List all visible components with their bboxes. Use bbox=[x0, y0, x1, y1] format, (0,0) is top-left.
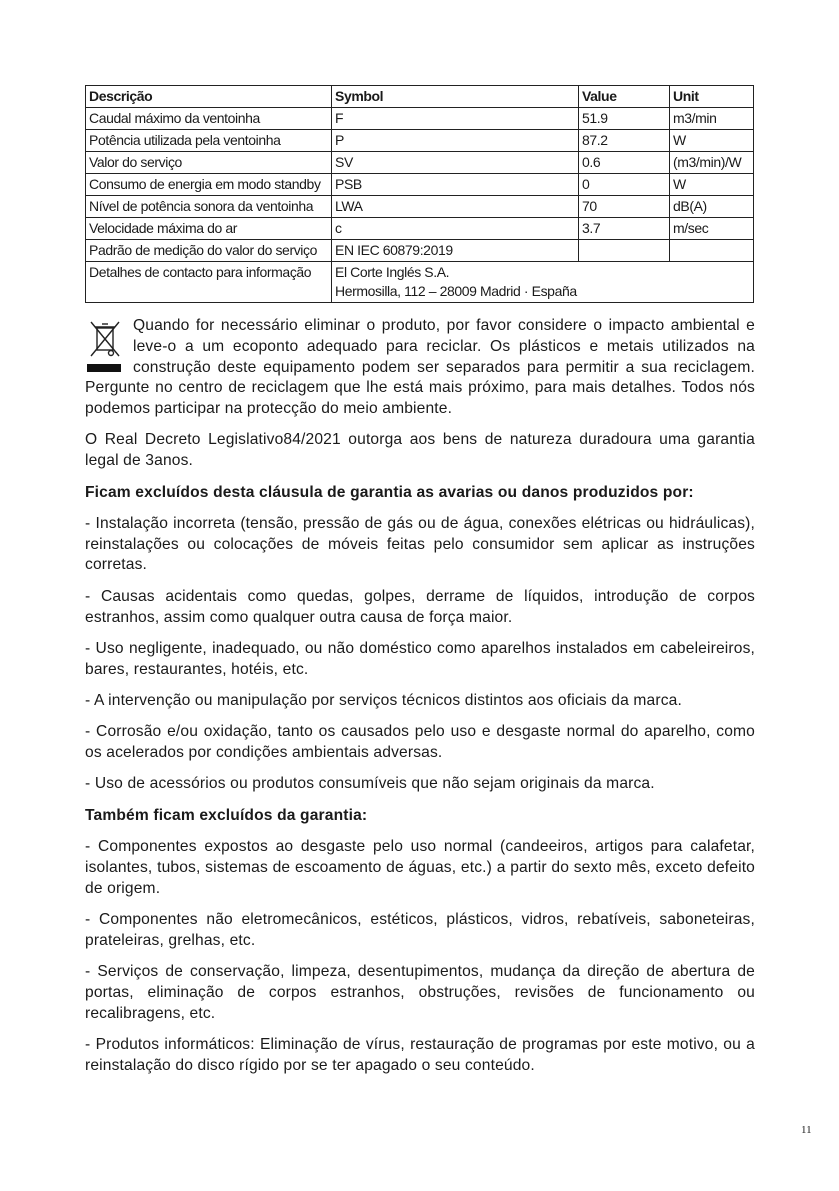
contact-line: Hermosilla, 112 – 28009 Madrid · España bbox=[335, 283, 577, 299]
exclusion-item: - Corrosão e/ou oxidação, tanto os causados pelo uso e desgaste normal do aparelho, como os acelerados por condições ambientais adversas. bbox=[85, 723, 755, 762]
exclusion-item: - Uso negligente, inadequado, ou não doméstico como aparelhos instalados em cabeleireiros, bares, restaurantes, hotéis, etc. bbox=[85, 639, 755, 678]
table-cell: 3.7 bbox=[579, 218, 670, 240]
table-cell: (m3/min)/W bbox=[670, 152, 754, 174]
page-number: 11 bbox=[801, 1124, 812, 1136]
table-row bbox=[86, 108, 754, 130]
header-cell: Descrição bbox=[86, 86, 332, 108]
exclusion-item: - Instalação incorreta (tensão, pressão de gás ou de água, conexões elétricas ou hidráulicas), reinstalações ou colocações de móveis feitas pelo consumidor sem aplicar as instruções corretas. bbox=[85, 514, 755, 574]
table-cell: Consumo de energia em modo standby bbox=[86, 174, 332, 196]
table-cell: 0 bbox=[579, 174, 670, 196]
table-cell: m3/min bbox=[670, 108, 754, 130]
document-body bbox=[85, 316, 755, 1087]
crossed-out-bin-icon bbox=[85, 318, 125, 378]
exclusion-item: - Causas acidentais como quedas, golpes, derrame de líquidos, introdução de corpos estranhos, assim como qualquer outra causa de força maior. bbox=[85, 587, 755, 626]
table-row bbox=[86, 218, 754, 240]
table-cell: EN IEC 60879:2019 bbox=[332, 240, 579, 262]
table-cell: 70 bbox=[579, 196, 670, 218]
table-cell: m/sec bbox=[670, 218, 754, 240]
weee-text: Quando for necessário eliminar o produto, por favor considere o impacto ambiental e leve-o a um ecoponto adequado para reciclar. Os plásticos e metais utilizados na construção deste equipamento podem ser separados para permitir a sua reciclagem. Pergunte no centro de reciclagem que lhe está mais próximo, para mais detalhes. Todos nós podemos participar na protecção do meio ambiente. bbox=[85, 317, 755, 418]
header-cell: Value bbox=[579, 86, 670, 108]
weee-paragraph bbox=[85, 316, 755, 420]
table-cell: dB(A) bbox=[670, 196, 754, 218]
table-cell: Valor do serviço bbox=[86, 152, 332, 174]
table-cell: Caudal máximo da ventoinha bbox=[86, 108, 332, 130]
table-header-row bbox=[86, 86, 754, 108]
decree-paragraph: O Real Decreto Legislativo84/2021 outorga aos bens de natureza duradoura uma garantia legal de 3anos. bbox=[85, 431, 755, 470]
contact-details bbox=[332, 262, 754, 303]
table-row bbox=[86, 130, 754, 152]
exclusion-item: - A intervenção ou manipulação por serviços técnicos distintos aos oficiais da marca. bbox=[85, 691, 682, 709]
contact-line: El Corte Inglés S.A. bbox=[335, 264, 450, 280]
table-cell: Potência utilizada pela ventoinha bbox=[86, 130, 332, 152]
table-cell: W bbox=[670, 174, 754, 196]
table-cell bbox=[670, 240, 754, 262]
table-cell: W bbox=[670, 130, 754, 152]
table-cell: 0.6 bbox=[579, 152, 670, 174]
table-row bbox=[86, 196, 754, 218]
table-cell: SV bbox=[332, 152, 579, 174]
table-cell: 51.9 bbox=[579, 108, 670, 130]
exclusion-item: - Componentes expostos ao desgaste pelo uso normal (candeeiros, artigos para calafetar, isolantes, tubos, sistemas de escoamento de águas, etc.) a partir do sexto mês, exceto defeito de origem. bbox=[85, 837, 755, 897]
table-cell: 87.2 bbox=[579, 130, 670, 152]
header-cell: Unit bbox=[670, 86, 754, 108]
also-excluded-heading: Também ficam excluídos da garantia: bbox=[85, 806, 368, 824]
table-cell: Velocidade máxima do ar bbox=[86, 218, 332, 240]
table-cell: c bbox=[332, 218, 579, 240]
table-cell: PSB bbox=[332, 174, 579, 196]
exclusions-heading: Ficam excluídos desta cláusula de garantia as avarias ou danos produzidos por: bbox=[85, 483, 694, 501]
table-cell: Nível de potência sonora da ventoinha bbox=[86, 196, 332, 218]
table-row bbox=[86, 240, 754, 262]
table-row bbox=[86, 174, 754, 196]
exclusion-item: - Uso de acessórios ou produtos consumíveis que não sejam originais da marca. bbox=[85, 775, 655, 793]
table-cell: P bbox=[332, 130, 579, 152]
table-cell: Padrão de medição do valor do serviço bbox=[86, 240, 332, 262]
contact-label: Detalhes de contacto para informação bbox=[86, 262, 332, 303]
table-cell: LWA bbox=[332, 196, 579, 218]
table-row bbox=[86, 152, 754, 174]
contact-row bbox=[86, 262, 754, 303]
specifications-table bbox=[85, 85, 754, 303]
exclusion-item: - Produtos informáticos: Eliminação de vírus, restauração de programas por este motivo, ou a reinstalação do disco rígido por se ter apagado o seu conteúdo. bbox=[85, 1035, 755, 1074]
table-cell: F bbox=[332, 108, 579, 130]
exclusion-item: - Componentes não eletromecânicos, estéticos, plásticos, vidros, rebatíveis, saboneteiras, prateleiras, grelhas, etc. bbox=[85, 910, 755, 949]
header-cell: Symbol bbox=[332, 86, 579, 108]
exclusion-item: - Serviços de conservação, limpeza, desentupimentos, mudança da direção de abertura de portas, eliminação de corpos estranhos, obstruções, revisões de funcionamento ou recalibragens, etc. bbox=[85, 962, 755, 1022]
table-cell bbox=[579, 240, 670, 262]
